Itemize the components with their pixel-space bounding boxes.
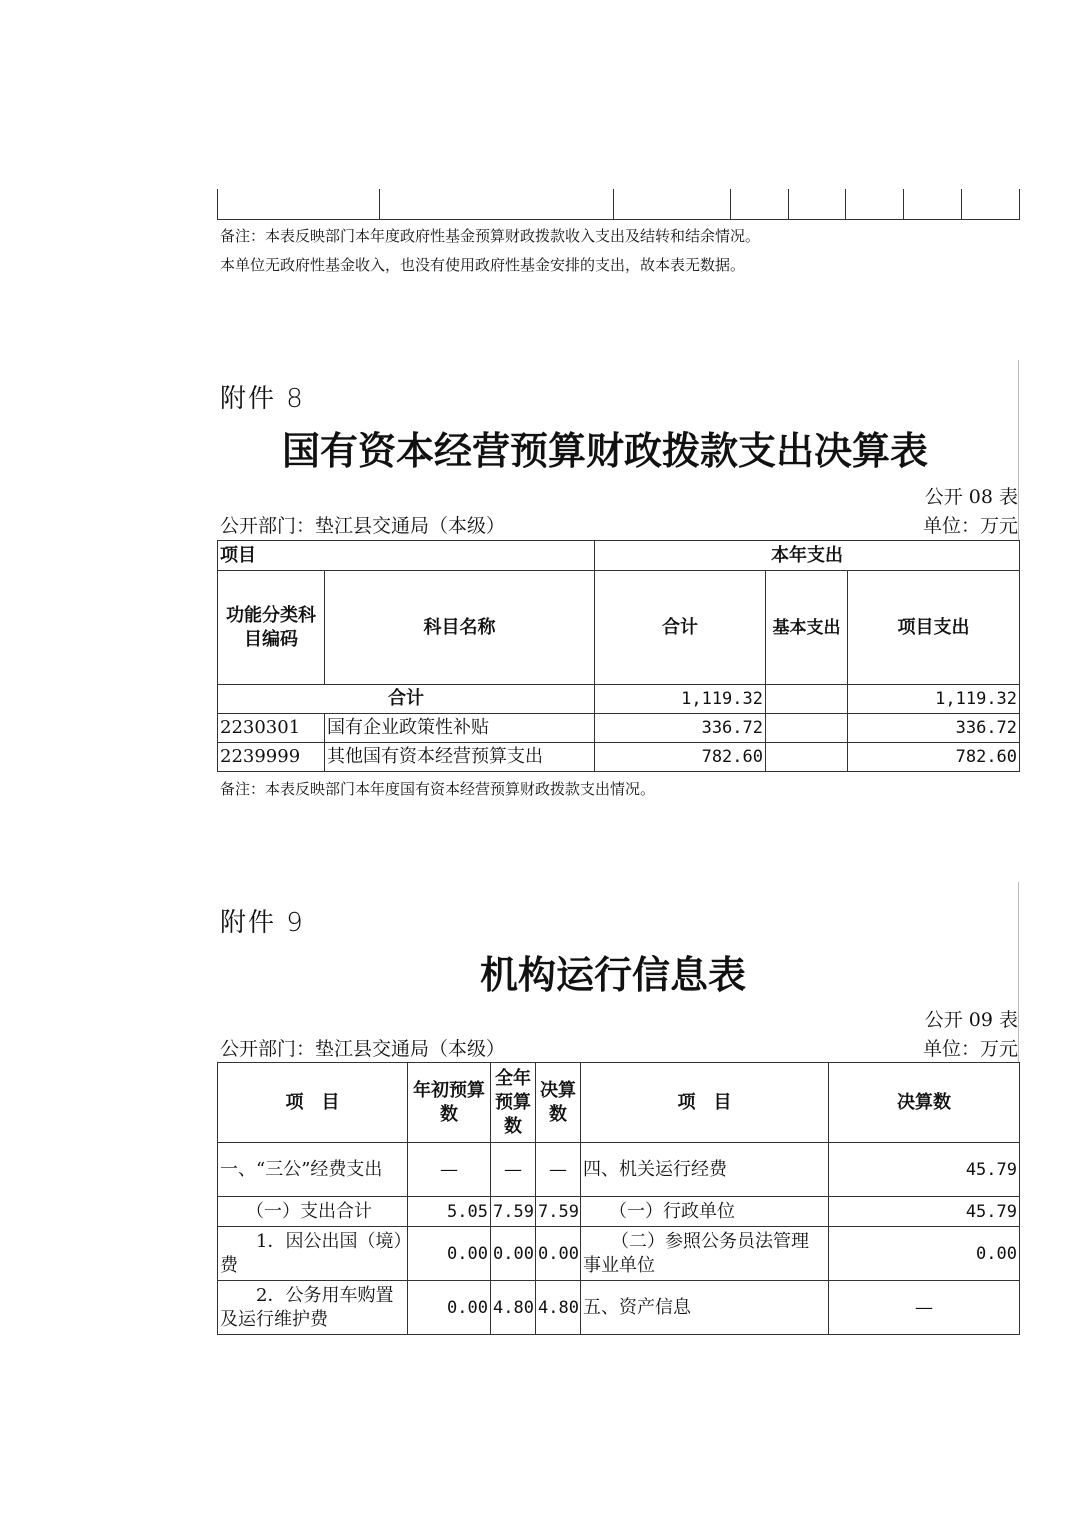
empty-cell [218, 189, 380, 219]
state-capital-expenditure-table [217, 540, 1020, 772]
header-final-account: 决算数 [536, 1063, 581, 1143]
total-amount: 1,119.32 [595, 685, 766, 714]
empty-cell [846, 189, 904, 219]
total-basic [766, 685, 848, 714]
initial-budget: 0.00 [408, 1227, 491, 1281]
fund-table-note-nodata: 本单位无政府性基金收入，也没有使用政府性基金安排的支出，故本表无数据。 [220, 256, 746, 274]
header-current-year-expenditure: 本年支出 [595, 541, 1020, 571]
header-function-code: 功能分类科目编码 [218, 571, 325, 685]
annual-budget: 0.00 [491, 1227, 536, 1281]
final-account-right: 45.79 [829, 1197, 1020, 1227]
table-row [218, 743, 1020, 772]
header-item-right: 项 目 [581, 1063, 829, 1143]
header-initial-budget: 年初预算数 [408, 1063, 491, 1143]
subject-code: 2239999 [218, 743, 325, 772]
initial-budget: 5.05 [408, 1197, 491, 1227]
header-total: 合计 [595, 571, 766, 685]
table-9-unit: 单位：万元 [922, 1038, 1018, 1060]
header-subject-name: 科目名称 [325, 571, 595, 685]
header-item-left: 项 目 [218, 1063, 408, 1143]
annual-budget: — [491, 1143, 536, 1197]
subject-name: 国有企业政策性补贴 [325, 714, 595, 743]
table-9-number: 公开 09 表 [924, 1009, 1018, 1031]
table-8-number: 公开 08 表 [924, 486, 1018, 508]
table-row-total [218, 685, 1020, 714]
table-9-title: 机构运行信息表 [480, 952, 747, 997]
subject-name: 其他国有资本经营预算支出 [325, 743, 595, 772]
row-basic [766, 714, 848, 743]
row-basic [766, 743, 848, 772]
header-project-expenditure: 项目支出 [848, 571, 1020, 685]
table-row [218, 1143, 1020, 1197]
empty-cell [962, 189, 1020, 219]
final-account-right: — [829, 1281, 1020, 1335]
empty-cell [904, 189, 962, 219]
header-annual-budget: 全年预算数 [491, 1063, 536, 1143]
final-account-right: 45.79 [829, 1143, 1020, 1197]
table-8-department: 公开部门：垫江县交通局（本级） [220, 515, 506, 537]
subject-code: 2230301 [218, 714, 325, 743]
page-edge-line [1018, 360, 1019, 540]
table-row [218, 1197, 1020, 1227]
item-right: 四、机关运行经费 [581, 1143, 829, 1197]
item-right: （一）行政单位 [581, 1197, 829, 1227]
row-total: 336.72 [595, 714, 766, 743]
page-edge-line [1018, 882, 1019, 1062]
final-account: 0.00 [536, 1227, 581, 1281]
header-final-account-right: 决算数 [829, 1063, 1020, 1143]
empty-cell [614, 189, 731, 219]
empty-cell [380, 189, 614, 219]
initial-budget: 0.00 [408, 1281, 491, 1335]
table-row [218, 1227, 1020, 1281]
item-left: 1．因公出国（境）费 [218, 1227, 408, 1281]
header-basic-expenditure: 基本支出 [766, 571, 848, 685]
row-project: 336.72 [848, 714, 1020, 743]
empty-cell [789, 189, 846, 219]
institution-operation-table [217, 1062, 1020, 1335]
final-account: — [536, 1143, 581, 1197]
annual-budget: 7.59 [491, 1197, 536, 1227]
empty-cell [731, 189, 789, 219]
fund-table-tail [217, 189, 1020, 220]
fund-table-note: 备注：本表反映部门本年度政府性基金预算财政拨款收入支出及结转和结余情况。 [220, 227, 761, 245]
item-left: 2．公务用车购置及运行维护费 [218, 1281, 408, 1335]
table-row [218, 1281, 1020, 1335]
final-account: 7.59 [536, 1197, 581, 1227]
table-8-title: 国有资本经营预算财政拨款支出决算表 [282, 428, 929, 473]
item-left: （一）支出合计 [218, 1197, 408, 1227]
header-item: 项目 [218, 541, 595, 571]
annual-budget: 4.80 [491, 1281, 536, 1335]
item-left: 一、“三公”经费支出 [218, 1143, 408, 1197]
table-8-unit: 单位：万元 [922, 515, 1018, 537]
final-account: 4.80 [536, 1281, 581, 1335]
attachment-8-label: 附件 8 [220, 384, 305, 414]
total-project: 1,119.32 [848, 685, 1020, 714]
item-right: （二）参照公务员法管理事业单位 [581, 1227, 829, 1281]
item-right: 五、资产信息 [581, 1281, 829, 1335]
initial-budget: — [408, 1143, 491, 1197]
total-label: 合计 [218, 685, 595, 714]
table-8-note: 备注：本表反映部门本年度国有资本经营预算财政拨款支出情况。 [220, 780, 656, 798]
attachment-9-label: 附件 9 [220, 908, 305, 938]
final-account-right: 0.00 [829, 1227, 1020, 1281]
table-row [218, 714, 1020, 743]
row-total: 782.60 [595, 743, 766, 772]
row-project: 782.60 [848, 743, 1020, 772]
table-9-department: 公开部门：垫江县交通局（本级） [220, 1038, 506, 1060]
